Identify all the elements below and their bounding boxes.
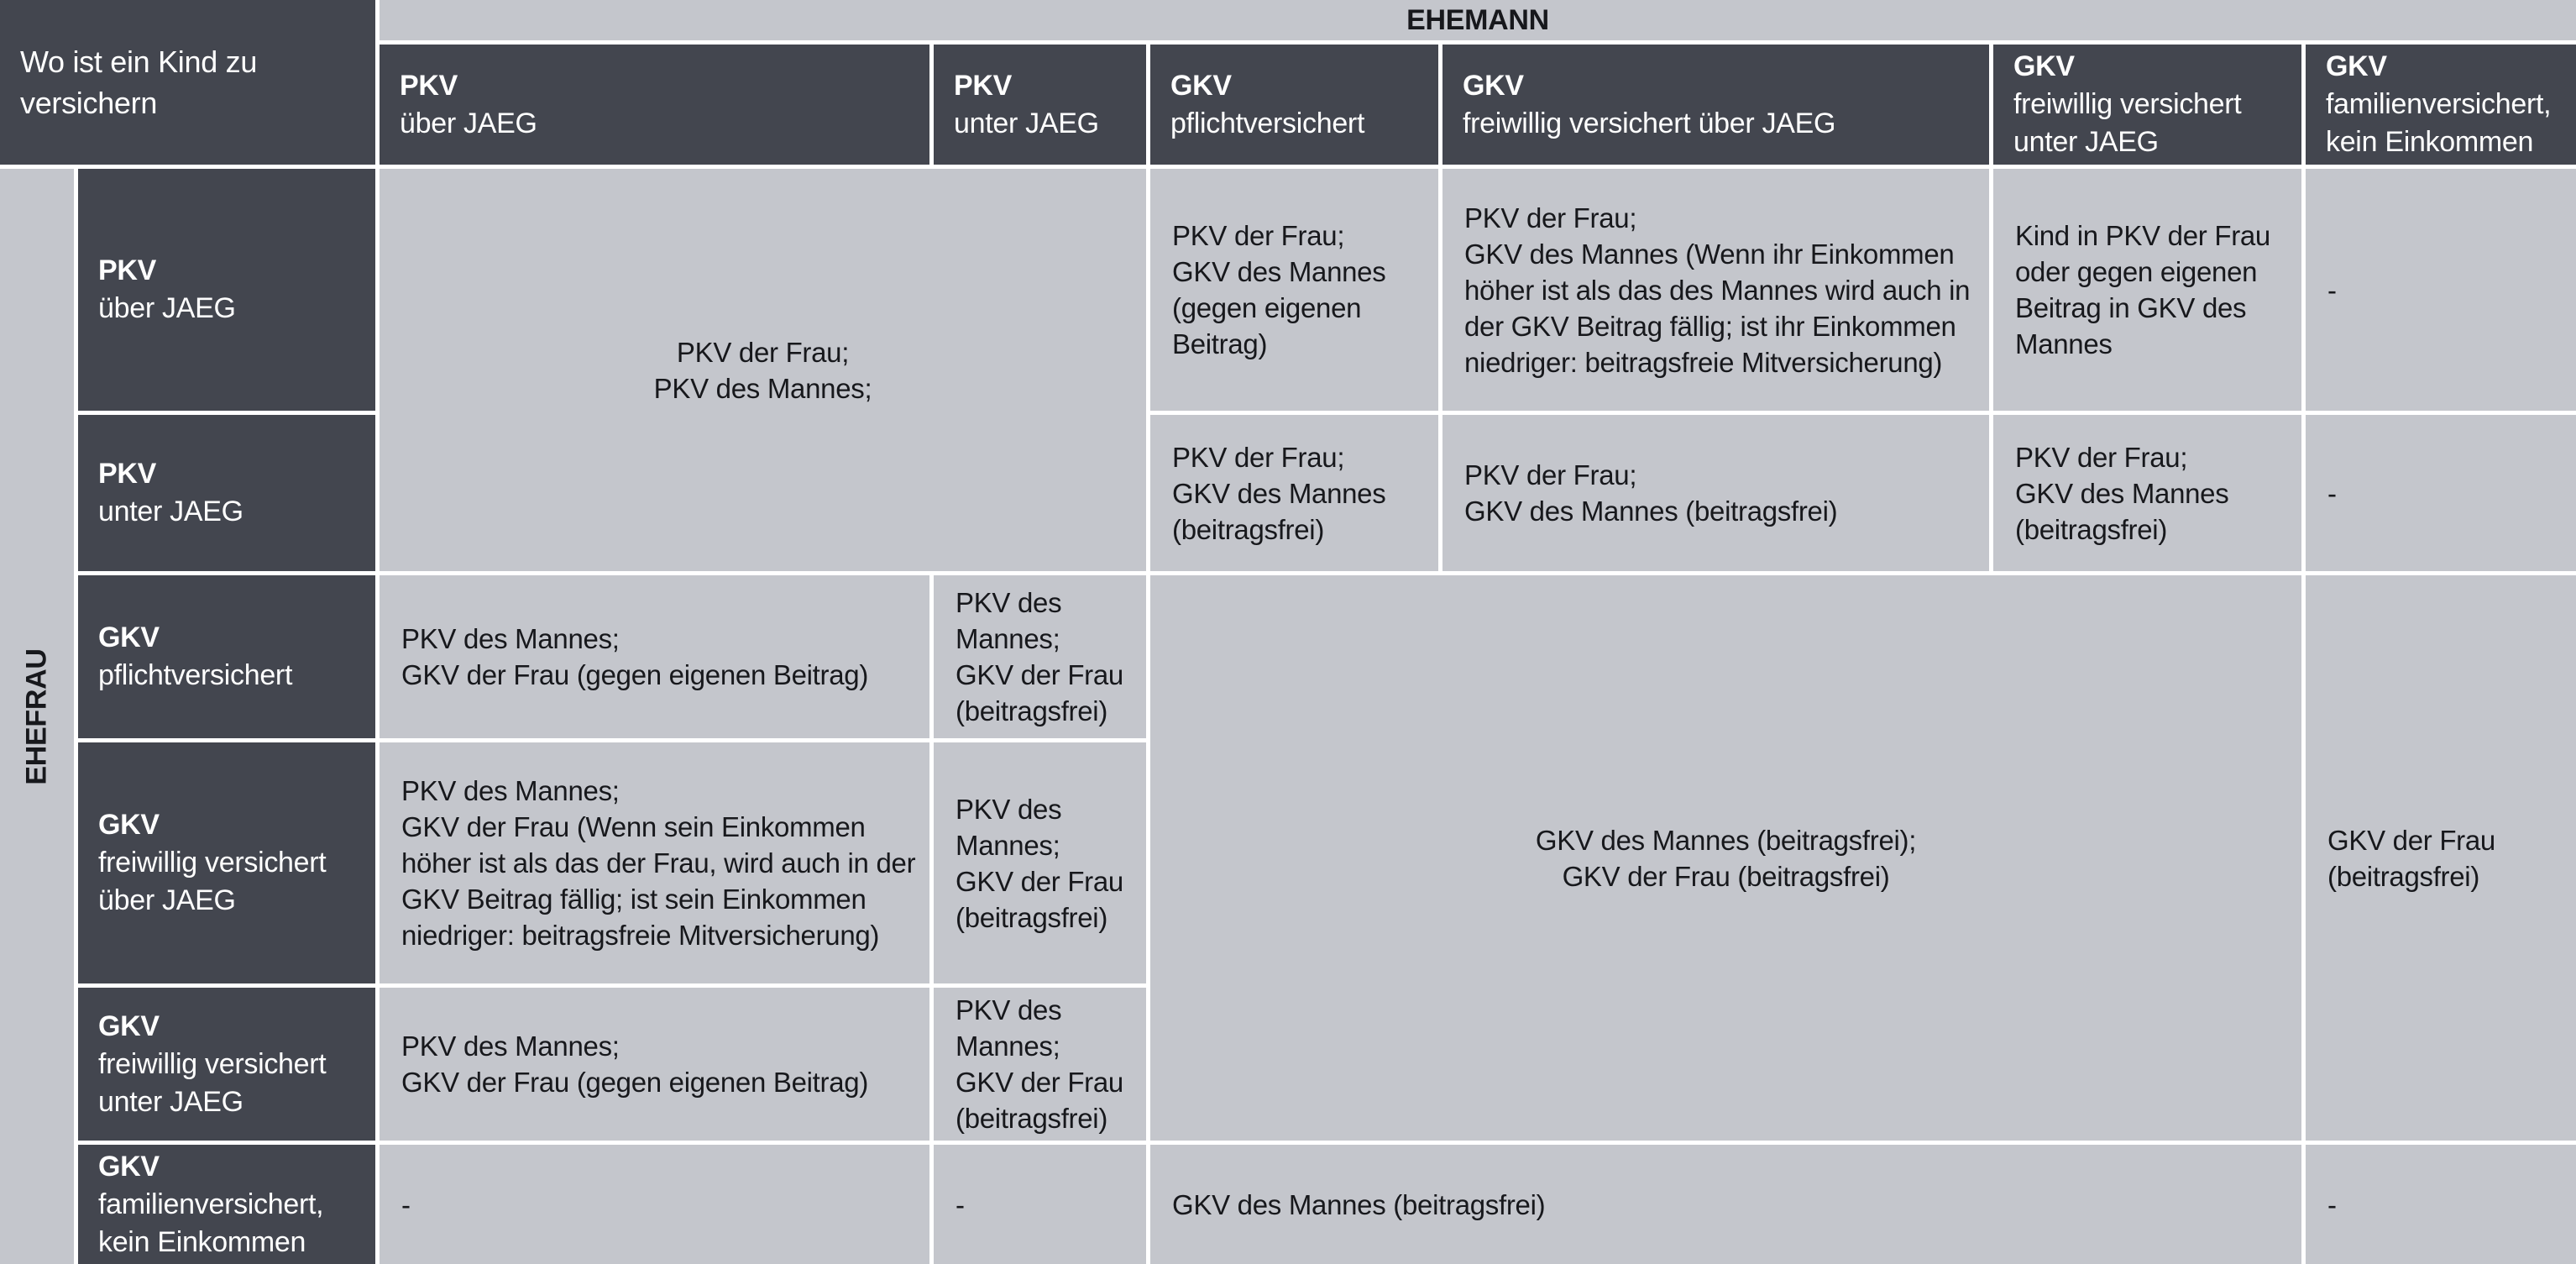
col-header-rest: über JAEG <box>400 107 537 139</box>
cell-line: - <box>2327 1188 2337 1220</box>
cell-r2-gkv-frei-ueber <box>1442 415 1989 571</box>
cell-line: GKV der Frau (beitragsfrei) <box>2327 824 2495 892</box>
cell-line: GKV des Mannes (beitragsfrei) <box>1172 477 1386 545</box>
row-header-rest: freiwillig versichert unter JAEG <box>98 1047 327 1118</box>
cell-line: PKV der Frau; <box>1172 220 1345 251</box>
cell-line: GKV des Mannes (beitragsfrei) <box>1464 496 1838 527</box>
cell-r1-gkv-familienversichert <box>2306 169 2576 411</box>
row-header-gkv-pflichtversichert <box>78 575 375 738</box>
husband-axis-label: EHEMANN <box>1406 3 1549 36</box>
table-title: Wo ist ein Kind zu versichern <box>20 45 258 120</box>
merged-cell-both-gkv <box>1150 575 2301 1141</box>
col-header-gkv-familienversichert <box>2306 45 2576 165</box>
col-header-strong: GKV <box>2013 50 2075 82</box>
cell-line: PKV der Frau; <box>1172 441 1345 473</box>
cell-line: GKV des Mannes (beitragsfrei); <box>1535 824 1917 856</box>
cell-r6-gkv-familienversichert <box>2306 1145 2576 1264</box>
cell-line: PKV der Frau; <box>1464 459 1637 490</box>
cell-r5-pkv-unter <box>934 988 1146 1141</box>
cell-r1-gkv-pflicht <box>1150 169 1438 411</box>
wife-axis-strip <box>0 169 74 1264</box>
col-header-gkv-freiwillig-unter-jaeg <box>1993 45 2301 165</box>
cell-line: GKV der Frau (gegen eigenen Beitrag) <box>401 659 869 690</box>
wife-axis-label: EHEFRAU <box>20 648 53 785</box>
row-header-strong: GKV <box>98 1150 160 1183</box>
row-header-rest: familienversichert, kein Einkommen <box>98 1188 324 1258</box>
husband-axis-strip <box>380 0 2576 40</box>
row-header-gkv-freiwillig-ueber-jaeg <box>78 742 375 983</box>
col-header-rest: freiwillig versichert über JAEG <box>1463 107 1836 139</box>
cell-line: GKV der Frau (gegen eigenen Beitrag) <box>401 1067 869 1098</box>
row-header-strong: PKV <box>98 254 157 286</box>
cell-line: PKV der Frau; <box>676 336 850 368</box>
cell-line: PKV des Mannes; <box>956 793 1062 861</box>
row-header-gkv-freiwillig-unter-jaeg <box>78 988 375 1141</box>
cell-r6-pkv-ueber <box>380 1145 929 1264</box>
merged-cell-both-pkv <box>380 169 1146 571</box>
cell-line: GKV der Frau (Wenn sein Einkommen höher ist als das der Frau, wird auch in der GKV Beitrag fällig; ist sein Einkommen niedriger: beitragsfreie Mitversicherung) <box>401 811 916 951</box>
cell-line: PKV des Mannes; <box>401 775 620 806</box>
row-header-strong: PKV <box>98 458 157 490</box>
cell-line: - <box>401 1188 411 1220</box>
col-header-strong: GKV <box>1170 69 1232 102</box>
col-header-pkv-ueber-jaeg <box>380 45 929 165</box>
cell-line: GKV des Mannes (gegen eigenen Beitrag) <box>1172 256 1386 359</box>
col-header-rest: familienversichert, kein Einkommen <box>2326 88 2552 158</box>
row-header-rest: freiwillig versichert über JAEG <box>98 847 327 916</box>
row-header-strong: GKV <box>98 1010 160 1042</box>
cell-line: - <box>956 1188 965 1220</box>
cell-line: PKV des Mannes; <box>401 623 620 654</box>
cell-r4-pkv-unter <box>934 742 1146 983</box>
col-header-rest: freiwillig versichert unter JAEG <box>2013 88 2242 158</box>
cell-r4-pkv-ueber <box>380 742 929 983</box>
cell-line: GKV des Mannes (beitragsfrei) <box>1172 1188 1546 1220</box>
cell-line: PKV des Mannes; <box>653 372 872 404</box>
row-header-rest: unter JAEG <box>98 496 243 527</box>
cell-r5-pkv-ueber <box>380 988 929 1141</box>
cell-line: GKV der Frau (beitragsfrei) <box>1562 860 1890 892</box>
col-header-strong: PKV <box>400 69 458 102</box>
row-header-rest: pflichtversichert <box>98 659 293 691</box>
cell-line: PKV der Frau; <box>1464 202 1637 233</box>
col-header-strong: PKV <box>954 69 1013 102</box>
cell-line: PKV des Mannes; <box>956 994 1062 1062</box>
row-header-gkv-familienversichert <box>78 1145 375 1264</box>
col-header-gkv-pflichtversichert <box>1150 45 1438 165</box>
cell-line: GKV des Mannes (beitragsfrei) <box>2015 477 2229 545</box>
cell-line: PKV des Mannes; <box>401 1031 620 1062</box>
col-header-gkv-freiwillig-ueber-jaeg <box>1442 45 1989 165</box>
cell-line: PKV der Frau; <box>2015 441 2188 473</box>
cell-line: GKV des Mannes (Wenn ihr Einkommen höher ist als das des Mannes wird auch in der GKV Beitrag fällig; ist ihr Einkommen niedriger: beitragsfreie Mitversicherung) <box>1464 238 1971 378</box>
cell-r3-pkv-ueber <box>380 575 929 738</box>
row-header-pkv-unter-jaeg <box>78 415 375 571</box>
cell-line: - <box>2327 274 2337 306</box>
cell-line: GKV der Frau (beitragsfrei) <box>956 659 1123 726</box>
cell-line: GKV der Frau (beitragsfrei) <box>956 1067 1123 1134</box>
cell-r3-pkv-unter <box>934 575 1146 738</box>
table-title-cell <box>0 0 375 165</box>
col-header-rest: pflichtversichert <box>1170 107 1365 139</box>
cell-r1-gkv-frei-ueber <box>1442 169 1989 411</box>
cell-line: PKV des Mannes; <box>956 587 1062 654</box>
merged-cell-gkv-frau-beitragsfrei <box>2306 575 2576 1141</box>
cell-r6-pkv-unter <box>934 1145 1146 1264</box>
cell-r2-gkv-familienversichert <box>2306 415 2576 571</box>
cell-line: Kind in PKV der Frau oder gegen eigenen Beitrag in GKV des Mannes <box>2015 220 2270 359</box>
col-header-strong: GKV <box>1463 69 1524 102</box>
col-header-rest: unter JAEG <box>954 107 1099 139</box>
col-header-pkv-unter-jaeg <box>934 45 1146 165</box>
col-header-strong: GKV <box>2326 50 2387 82</box>
cell-r1-gkv-frei-unter <box>1993 169 2301 411</box>
cell-line: - <box>2327 477 2337 509</box>
row-header-strong: GKV <box>98 622 160 653</box>
row-header-pkv-ueber-jaeg <box>78 169 375 411</box>
row-header-strong: GKV <box>98 809 160 841</box>
cell-line: GKV der Frau (beitragsfrei) <box>956 865 1123 933</box>
cell-r2-gkv-pflicht <box>1150 415 1438 571</box>
row-header-rest: über JAEG <box>98 292 236 324</box>
cell-r2-gkv-frei-unter <box>1993 415 2301 571</box>
merged-cell-r6-gkv-mannes <box>1150 1145 2301 1264</box>
